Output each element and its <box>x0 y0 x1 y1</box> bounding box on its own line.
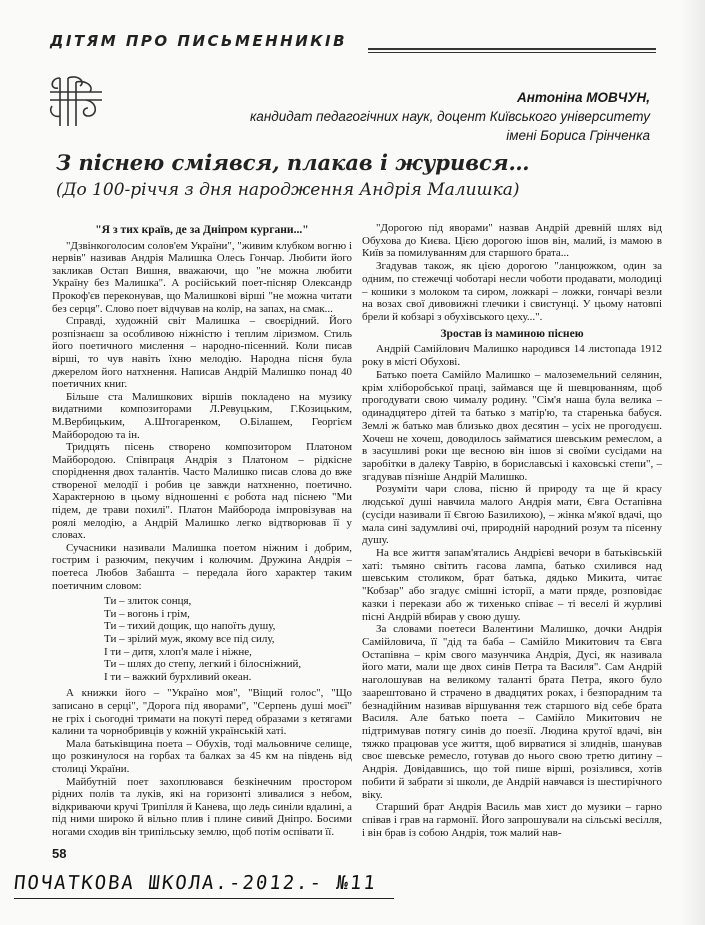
page-edge-shadow <box>681 0 705 925</box>
paragraph: "Дзвінкоголосим солов'ем України", "живим клубком вогню і нервів" називав Андрія Малишка Олесь Гончар. Любити його закликав Остап Вишня, вважаючи, що "не можна любити Україну без Малишка". А російський поет-пісняр Олександр Прокоф'єв переконував, що Малишкові вірші "не можна читати без серця". Слово поет відчував на колір, на запах, на смак... <box>52 239 352 315</box>
author-position-affiliation: імені Бориса Грінченка <box>506 128 650 143</box>
section-heading: Зростав із маминою піснею <box>440 326 584 340</box>
paragraph: За словами поетеси Валентини Малишко, дочки Андрія Самійловича, її "дід та баба – Самійло Микитович та Євга Остапівна – крім свого мазунчика Андрія, Дусі, як називала його мати, мали ще двох синів Петра та Василя". Сам Андрій наголошував на великому таланті брата Петра, якого було заарештовано й страчено в двадцятих роках, і безпорадним та безнадійним називав віршування теж старшого від себе брата Василя. Але батько поета – Самійло Микитович не підтримував потягу синів до поезії. Людина крутої вдачі, він тяжко працював усе життя, щоб вирватися зі злиднів, шанував своє шевське ремесло, готував до нього свою третю дитину – Андрія. Довідавшись, що той пише вірші, розізлився, хотів побити й забрати зі школи, де Андрій навчався із шестирічного віку. <box>362 623 662 801</box>
poem-line: Ти – тихий дощик, що напоїть душу, <box>104 620 276 633</box>
paragraph: Сучасники називали Малишка поетом ніжним і добрим, гострим і разючим, пекучим і колючим. Дружина Андрія – поетеса Любов Забашта – передала його характер таким поетичним словом: <box>52 541 352 592</box>
handwritten-source-note: ПОЧАТКОВА ШКОЛА.-2012.- №11 <box>12 872 379 894</box>
paragraph: Розуміти чари слова, пісню й природу та ще й красу людської душі навчила малого Андрія мати, Євга Остапівна (сусіди називали її Євгою Базилихою), – жінка м'якої вдачі, що мала сині задумливі очі, природній народний розум та пісенну душу. <box>362 483 662 547</box>
paragraph: На все життя запам'ятались Андрієві вечори в батьківській хаті: тьмяно світить гасова лампа, батько схилився над шевським столиком, брат батька, дядько Микита, читає "Кобзар" або згадує смішні історії, а мати пряде, розповідає казки і перекази або ж тихенько співає – ті веселі й журливі пісні Андрій вбирав у свою душу. <box>362 546 662 623</box>
paragraph: Мала батьківщина поета – Обухів, тоді мальовниче селище, що розкинулося на горбах та балках за 45 км на південь від столиці України. <box>52 737 352 775</box>
right-column <box>362 222 662 840</box>
author-block <box>250 88 650 145</box>
rubric-rule <box>368 48 656 53</box>
paragraph: "Дорогою під яворами" назвав Андрій древній шлях від Обухова до Києва. Цією дорогою ішов він, малий, із мамою в Київ за помилуванням для старшого брата... <box>362 222 662 260</box>
paragraph: Тридцять пісень створено композитором Платоном Майбородою. Співпраця Андрія з Платоном – рідкісне споріднення двох талантів. Часто Малишко писав слова до вже створеної мелодії і робив це завжди натхненно, поетично. Характерною в цьому відношенні є робота над піснею "Ми підем, де трави похилі". Платон Майборода імпровізував на роялі мелодію, а Андрій Малишко легко відтворював її у словах. <box>52 441 352 542</box>
article-title: З піснею сміявся, плакав і журився… <box>56 150 530 175</box>
rubric-heading: ДІТЯМ ПРО ПИСЬМЕННИКІВ <box>50 32 348 50</box>
poem-line: Ти – злиток сонця, <box>104 595 192 608</box>
paragraph: Згадував також, як цією дорогою "ланцюжком, один за одним, по стежечці чоботарі несли чоботи продавати, молодиці – кошики з молоком та сиром, ложкарі – ложки, гончарі везли на возах свої дивовижні глечики і свистунці. У цьому натовпі брели й кобзарі з обухівського цеху...". <box>362 260 662 324</box>
article-subtitle: (До 100-річчя з дня народження Андрія Малишка) <box>56 180 520 200</box>
paragraph: Справді, художній світ Малишка – своєрідний. Його розпізнаєш за особливою ніжністю і теплим ліризмом. Стиль його поетичного мислення – народно-пісенний. Коли писав вірші, то чув навіть їхню мелодію. Народна пісня була джерелом його натхнення. Написав Андрій Малишко понад 40 поетичних книг. <box>52 315 352 391</box>
author-name: Антоніна МОВЧУН, <box>517 90 650 105</box>
paragraph: Батько поета Самійло Малишко – малоземельний селянин, крім хліборобської праці, займався ще й шевцюванням, щоб прогодувати свою чималу родину. "Сім'я наша була велика – одинадцятеро дітей та батько з матір'ю, та старенька бабуся. Землі ж батько мав близько двох десятин – усіх не прогодуєш. Хочеш не хочеш, доводилось займатися шевським ремеслом, а в засушливі роки ще весною він ішов зі своїми сусідами на заробітки в далеку Таврію, в бориславські і каховські степи", – згадував пізніше Андрій Малишко. <box>362 368 662 483</box>
ornament-icon <box>46 72 106 128</box>
poem-line: І ти – дитя, хлоп'я мале і ніжне, <box>104 645 252 658</box>
poem <box>104 595 352 683</box>
poem-line: Ти – шлях до степу, легкий і білосніжний, <box>104 658 302 671</box>
poem-line: І ти – важкий бурхливий океан. <box>104 670 252 683</box>
left-column <box>52 222 352 839</box>
paragraph: Старший брат Андрія Василь мав хист до музики – гарно співав і грав на гармонії. Його запрошували на сільські весілля, і він брав із собою Андрія, тож малий нав- <box>362 801 662 839</box>
section-heading: "Я з тих країв, де за Дніпром кургани..." <box>95 223 309 236</box>
paragraph: Більше ста Малишкових віршів покладено на музику видатними композиторами Л.Ревуцьким, Г.Козицьким, М.Вербицьким, А.Штогаренком, О.Білашем, Георгієм Майбородою та ін. <box>52 390 352 441</box>
paragraph: Андрій Самійлович Малишко народився 14 листопада 1912 року в місті Обухові. <box>362 343 662 369</box>
paragraph: Майбутній поет захоплювався безкінечним простором рідних полів та луків, які на горизонті зливалися з небом, відкриваючи кручі Трипілля й Канева, що ледь синіли вдалині, а під ними широко й вільно плив і плине сивий Дніпро. Босими ногами сходив він трипільську землю, щоб потім оспівати її. <box>52 775 352 838</box>
handwritten-underline <box>14 898 394 899</box>
poem-line: Ти – зрілий муж, якому все під силу, <box>104 633 275 645</box>
paragraph: А книжки його – "Україно моя", "Віщий голос", "Що записано в серці", "Дорога під яворами", "Серпень душі моєї" не гріх і сьогодні тримати на покуті перед образами з кетягами калини та чорнобривців у кожній українській хаті. <box>52 687 352 738</box>
poem-line: Ти – вогонь і грім, <box>104 607 190 620</box>
author-position: кандидат педагогічних наук, доцент Київського університету <box>249 109 650 124</box>
page-number: 58 <box>52 846 67 861</box>
